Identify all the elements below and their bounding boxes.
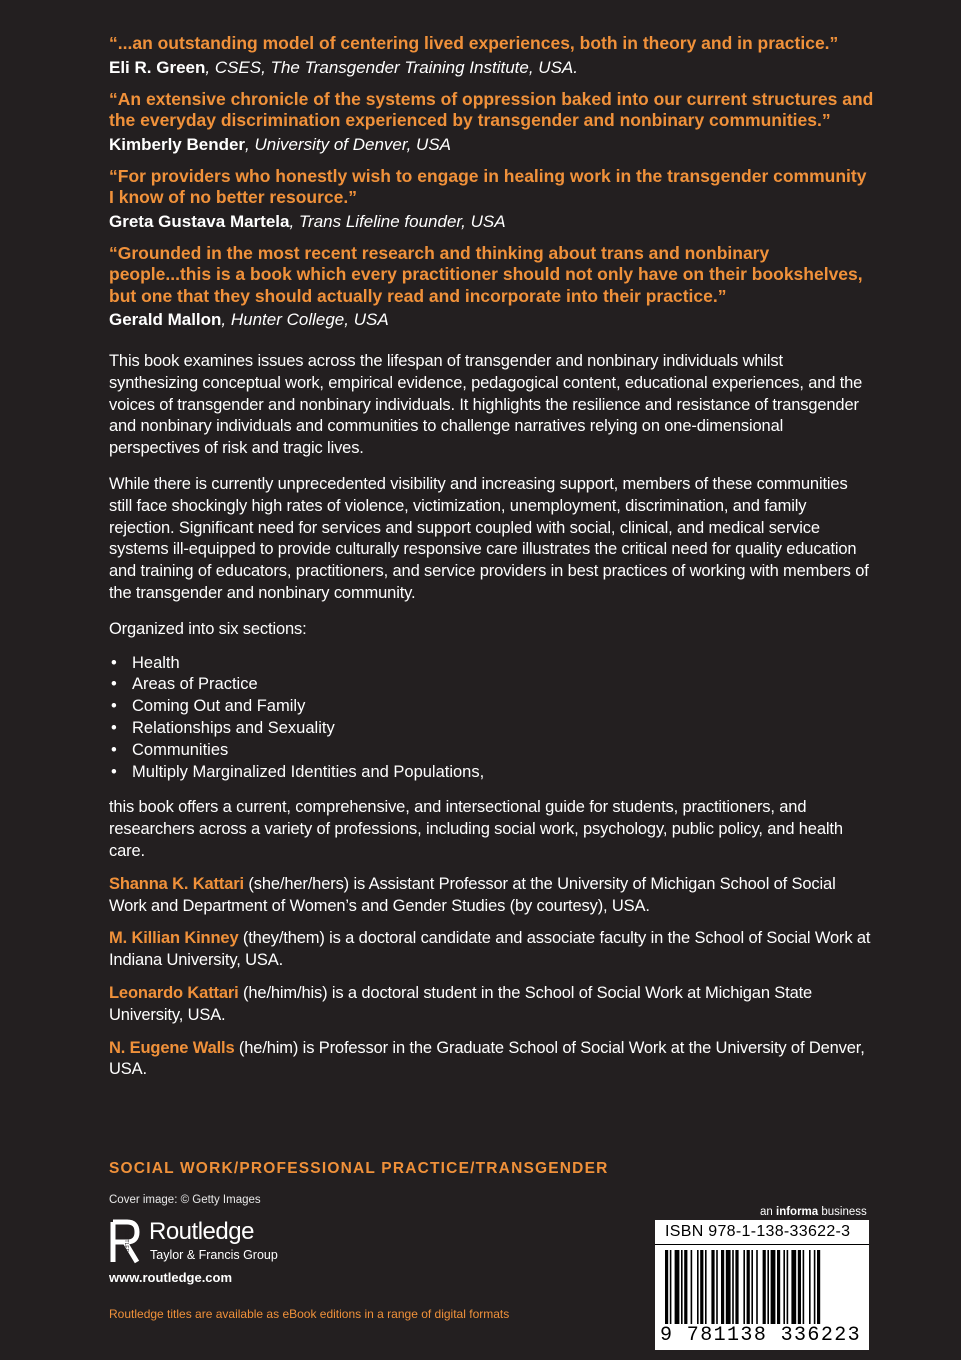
list-item: • Health [109, 653, 874, 675]
endorser-name: Greta Gustava Martela [109, 211, 290, 231]
list-item: • Communities [109, 740, 874, 762]
endorser-affiliation: , University of Denver, USA [245, 134, 452, 154]
author-description: (he/him) is Professor in the Graduate School of Social Work at the University of Denver, USA. [109, 1038, 865, 1079]
author-name: N. Eugene Walls [109, 1038, 235, 1057]
endorsement [109, 33, 874, 79]
barcode-bar [711, 1250, 714, 1324]
endorser-name: Eli R. Green [109, 57, 206, 77]
isbn-barcode [655, 1220, 869, 1350]
barcode-bar [763, 1250, 766, 1324]
endorsement [109, 166, 874, 233]
subject-category: SOCIAL WORK/PROFESSIONAL PRACTICE/TRANSGENDER [109, 1160, 609, 1177]
barcode-bar [732, 1250, 734, 1324]
endorser-affiliation: , CSES, The Transgender Training Institute, USA. [205, 57, 578, 77]
section-list [109, 653, 874, 784]
barcode-bar [726, 1250, 731, 1324]
barcode-bar [670, 1250, 672, 1324]
list-item: • Multiply Marginalized Identities and Populations, [109, 762, 874, 784]
barcode-bar [767, 1250, 769, 1324]
ebook-note: Routledge titles are available as eBook editions in a range of digital formats [109, 1307, 510, 1321]
barcode-bar [809, 1250, 811, 1324]
endorsement [109, 243, 874, 332]
isbn-text: ISBN 978-1-138-33622-3 [665, 1223, 851, 1240]
publisher-website: www.routledge.com [109, 1270, 233, 1285]
author-bio [109, 1038, 874, 1082]
endorser-affiliation: , Hunter College, USA [221, 310, 389, 329]
barcode-bar [743, 1250, 745, 1324]
logo-letters: ROUTLEDGE [123, 1228, 129, 1260]
list-item: • Relationships and Sexuality [109, 718, 874, 740]
author-description: (they/them) is a doctoral candidate and associate faculty in the School of Social Work at Indiana University, USA. [109, 929, 871, 970]
barcode-bar [691, 1250, 693, 1324]
routledge-r-icon [109, 1218, 141, 1266]
barcode-bar [735, 1250, 738, 1324]
barcode-bar [697, 1250, 699, 1324]
author-description: (he/him/his) is a doctoral student in the School of Social Work at Michigan State University, USA. [109, 983, 813, 1024]
author-bio [109, 874, 874, 918]
informa-tagline: an informa business [760, 1206, 867, 1218]
publisher-name: Routledge [149, 1218, 254, 1245]
barcode-bar [798, 1250, 801, 1324]
author-name: Shanna K. Kattari [109, 874, 244, 893]
endorser-affiliation: , Trans Lifeline founder, USA [289, 211, 506, 231]
list-item: • Coming Out and Family [109, 696, 874, 718]
author-name: M. Killian Kinney [109, 929, 239, 948]
barcode-bar [814, 1250, 816, 1324]
barcode-bar [803, 1250, 805, 1324]
barcode-bar [751, 1250, 753, 1324]
divider [655, 1244, 869, 1245]
barcode-bar [675, 1250, 680, 1324]
list-item: • Areas of Practice [109, 674, 874, 696]
barcode-bar [791, 1250, 796, 1324]
barcode-bar [716, 1250, 718, 1324]
closing-paragraph: this book offers a current, comprehensive, and intersectional guide for students, practitioners, and researchers across a variety of professions, including social work, psychology, public policy, and health care. [109, 798, 843, 860]
barcode-bar [700, 1250, 703, 1324]
description-paragraph: While there is currently unprecedented visibility and increasing support, members of these communities still face shockingly high rates of violence, victimization, unemployment, discrimination, and family rejection. Significant need for services and support coupled with social, clinical, and medical service systems ill-equipped to provide culturally responsive care illustrates the critical need for quality education and training of educators, practitioners, and service providers in best practices of working with members of the transgender and nonbinary community. [109, 474, 869, 602]
description-paragraph: This book examines issues across the lifespan of transgender and nonbinary individuals whilst synthesizing conceptual work, empirical evidence, pedagogical content, educational experiences, and the voices of transgender and nonbinary individuals. It highlights the resilience and resistance of transgender and nonbinary individuals and communities to challenge narratives relying on one-dimensional perspectives of risk and tragic lives. [109, 352, 863, 458]
endorser-name: Gerald Mallon [109, 310, 222, 329]
endorsement-quote: “Grounded in the most recent research and thinking about trans and nonbinary people...this is a book which every practitioner should not only have on their bookshelves, but one that they should actually read and incorporate into their practice.” [109, 242, 863, 306]
back-cover-content [109, 33, 874, 1081]
barcode-bar [787, 1250, 789, 1324]
barcode-bar [684, 1250, 687, 1324]
barcode-bar [681, 1250, 683, 1324]
endorsement-quote: “For providers who honestly wish to engage in healing work in the transgender community I know of no better resource.” [109, 165, 867, 207]
barcode-bar [777, 1250, 780, 1324]
barcode-number: 9 781138 336223 [660, 1324, 862, 1347]
sections-intro: Organized into six sections: [109, 619, 307, 638]
author-bio [109, 983, 874, 1027]
cover-image-credit: Cover image: © Getty Images [109, 1194, 261, 1206]
barcode-bar [771, 1250, 776, 1324]
barcode-bar [783, 1250, 785, 1324]
barcode-bar [721, 1250, 724, 1324]
barcode-bar [665, 1250, 668, 1324]
endorsement-quote: “An extensive chronicle of the systems of oppression baked into our current structures and the everyday discrimination experienced by transgender and nonbinary communities.” [109, 88, 874, 130]
endorser-name: Kimberly Bender [109, 134, 246, 154]
barcode-bar [705, 1250, 707, 1324]
author-bios [109, 874, 874, 1081]
publisher-group: Taylor & Francis Group [150, 1248, 278, 1262]
barcode-bar [756, 1250, 758, 1324]
barcode-bars [665, 1250, 861, 1324]
endorsement [109, 89, 874, 156]
author-name: Leonardo Kattari [109, 983, 239, 1002]
author-description: (she/her/hers) is Assistant Professor at the University of Michigan School of Social Work and Department of Women’s and Gender Studies (by courtesy), USA. [109, 874, 836, 915]
endorsement-quote: “...an outstanding model of centering lived experiences, both in theory and in practice.” [109, 33, 839, 53]
barcode-bar [817, 1250, 820, 1324]
routledge-logo [109, 1218, 309, 1268]
barcode-bar [747, 1250, 750, 1324]
author-bio [109, 928, 874, 972]
